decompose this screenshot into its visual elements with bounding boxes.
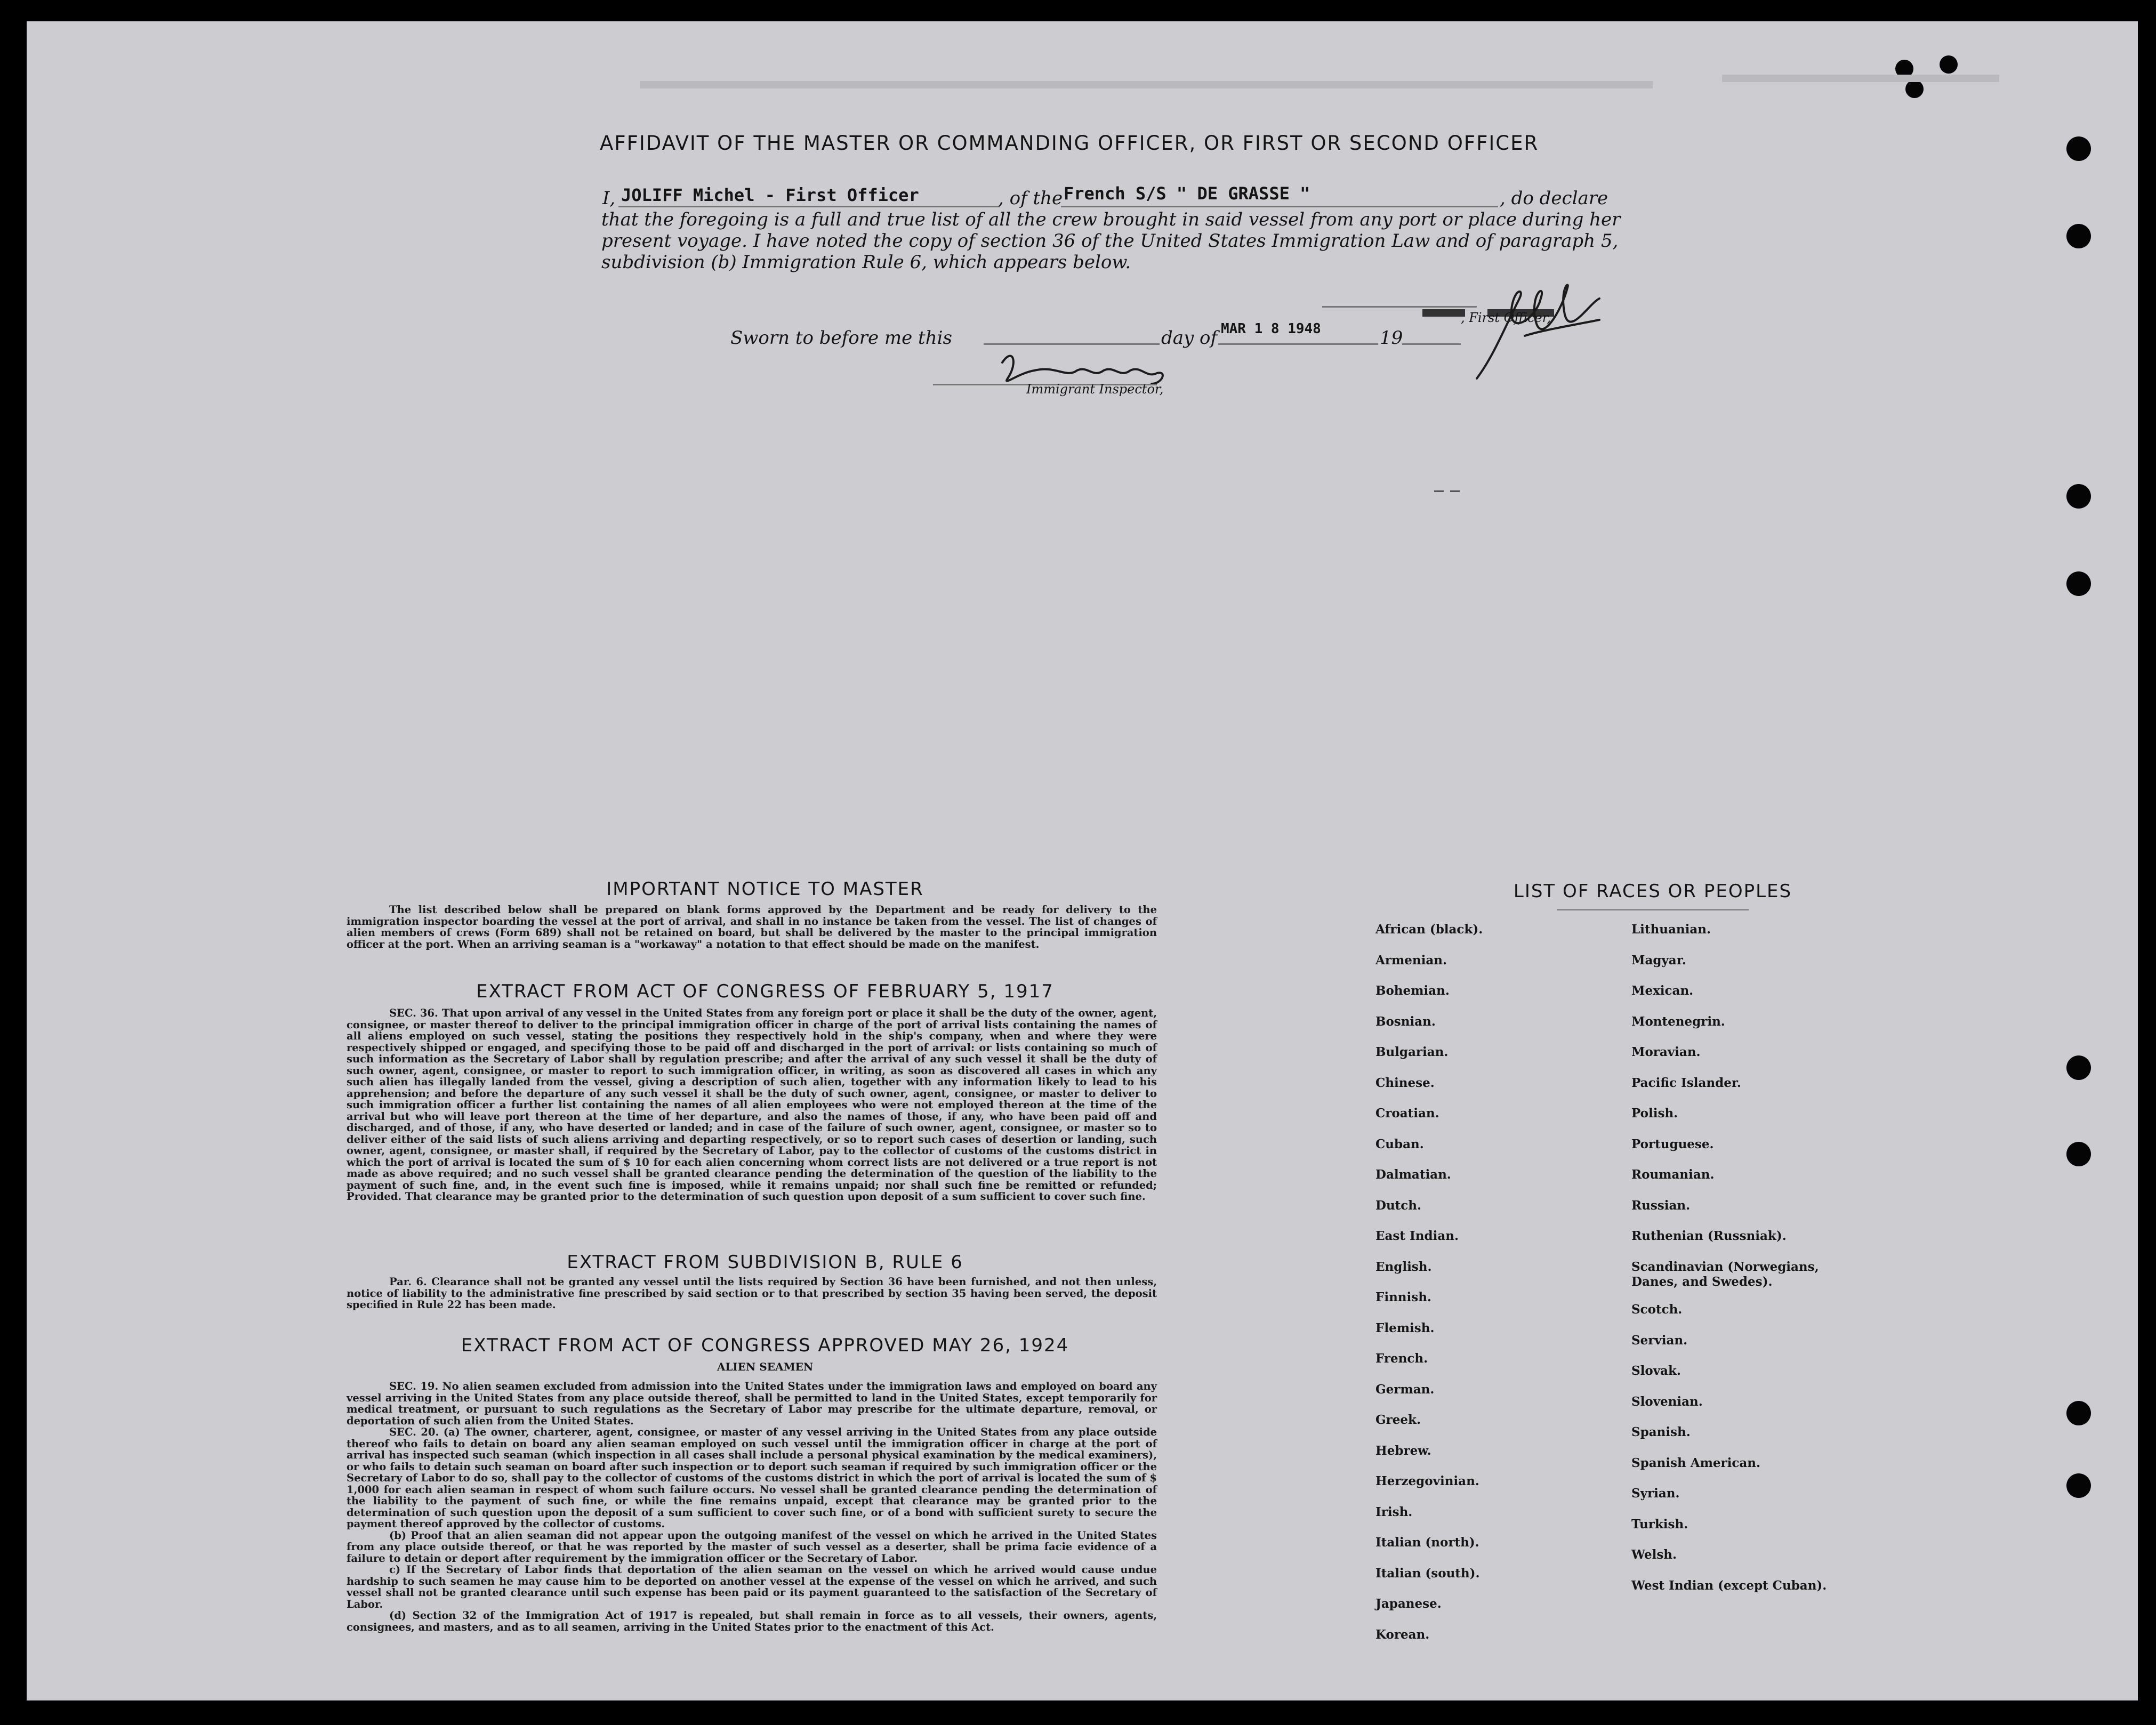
race-item: Greek. — [1375, 1413, 1421, 1427]
year-prefix: 19 — [1380, 327, 1403, 349]
race-item: Dalmatian. — [1375, 1167, 1451, 1182]
race-item: Russian. — [1631, 1198, 1691, 1213]
section-20d-paragraph: (d) Section 32 of the Immigration Act of 1917 is repealed, but shall remain in force as to all vessels, their owners, agents, consignees, and masters, and as to all seamen, arriving in the United States prior to the enactment of this Act. — [347, 1609, 1157, 1633]
section-20c-paragraph: c) If the Secretary of Labor finds that deportation of the alien seaman on the vessel on which he arrived would cause undue hardship to such seamen he may cause him to be deported on another vessel at the expense of the vessel on which he arrived, and such vessel shall not be granted clearance until such expense has been paid or its payment guaranteed to the satisfaction of the Secretary of Labor. — [347, 1563, 1157, 1610]
manifest-page — [27, 21, 2138, 1700]
officer-name: JOLIFF Michel - First Officer — [621, 185, 919, 205]
bleed-through-mark — [1722, 75, 1999, 82]
race-item: Japanese. — [1375, 1597, 1442, 1611]
race-item: Lithuanian. — [1631, 922, 1711, 937]
punch-hole — [2066, 136, 2091, 161]
race-item: Bulgarian. — [1375, 1045, 1449, 1059]
section-36-paragraph: SEC. 36. That upon arrival of any vessel in the United States from any foreign port or place it shall be the duty of the owner, agent, consignee, or master thereof to deliver to the principal immigration officer in charge of the port of arrival lists containing the names of all aliens employed on such vessel, stating the positions they respectively hold in the ship's company, when and where they were respectively shipped or engaged, and specifying those to be paid off and discharged in the port of arrival: or lists containing so much of such information as the Secretary of Labor shall by regulation prescribe; and after the arrival of any such vessel it shall be the duty of such owner, agent, consignee, or master to report to such immigration officer, in writing, as soon as discovered all cases in which any such alien has illegally landed from the vessel, giving a description of such alien, together with any information likely to lead to his apprehension; and before the departure of any such vessel it shall be the duty of such owner, agent, consignee, or master to deliver to such immigration officer a further list containing the names of all alien employees who were not employed thereon at the time of the arrival but who will leave port thereon at the time of her departure, and also the names of those, if any, who have been paid off and discharged, and of those, if any, who have deserted or landed; and in case of the failure of such owner, agent, consignee, or master so to deliver either of the said lists of such aliens arriving and departing respectively, or so to report such cases of desertion or landing, such owner, agent, consignee, or master shall, if required by the Secretary of Labor, pay to the collector of customs of the customs district in which the port of arrival is located the sum of $ 10 for each alien concerning whom correct lists are not delivered or a true report is not made as above required; and no such vessel shall be granted clearance pending the determination of the question of the liability to the payment of such fine, and, in the event such fine is imposed, while it remains unpaid; nor shall such fine be remitted or refunded; Provided. That clearance may be granted prior to the determination of such question upon deposit of a sum sufficient to cover such fine. — [347, 1007, 1157, 1203]
race-item: Scotch. — [1631, 1302, 1683, 1317]
declaration-line-2: that the foregoing is a full and true list of all the crew brought in said vessel from any port or place during her — [601, 209, 1621, 230]
races-title-underline — [1557, 909, 1749, 910]
extract-rule6-text — [347, 1276, 1157, 1311]
vessel-name-line — [1061, 206, 1498, 207]
notice-paragraph: The list described below shall be prepared on blank forms approved by the Department and be ready for delivery to the immigration inspector boarding the vessel at the port of arrival, and shall in no instance be taken from the vessel. The list of changes of alien members of crews (Form 689) shall not be retained on board, but shall be delivered by the master to the principal immigration officer at the port. When an arriving seaman is a "workaway" a notation to that effect should be made on the manifest. — [347, 904, 1157, 950]
extract-rule6-title: EXTRACT FROM SUBDIVISION B, RULE 6 — [567, 1252, 963, 1273]
section-20b-paragraph: (b) Proof that an alien seaman did not appear upon the outgoing manifest of the vessel on which he arrived in the United States from any place outside thereof, or that he was reported by the master of such vessel as a deserter, shall be prima facie evidence of a failure to detain or deport after requirement by the immigration officer or the Secretary of Labor. — [347, 1529, 1157, 1565]
race-item: Montenegrin. — [1631, 1014, 1725, 1029]
struck-out-text — [1422, 309, 1465, 317]
of-the-text: , of the — [998, 188, 1063, 209]
race-item: Italian (north). — [1375, 1535, 1479, 1550]
race-item: Hebrew. — [1375, 1443, 1431, 1458]
race-item: Irish. — [1375, 1504, 1413, 1519]
declaration-prefix: I, — [602, 188, 616, 209]
race-item: Magyar. — [1631, 953, 1686, 968]
declaration-line-3: present voyage. I have noted the copy of section 36 of the United States Immigration Law and of paragraph 5, — [601, 230, 1619, 252]
race-item: Dutch. — [1375, 1198, 1422, 1213]
notice-text — [347, 904, 1157, 950]
race-item: Moravian. — [1631, 1045, 1701, 1059]
race-item: Armenian. — [1375, 953, 1447, 968]
race-item: East Indian. — [1375, 1229, 1459, 1243]
day-of-text: day of — [1161, 327, 1218, 349]
extract-1917-title: EXTRACT FROM ACT OF CONGRESS OF FEBRUARY 5, 1917 — [476, 981, 1054, 1002]
race-item: French. — [1375, 1351, 1428, 1366]
section-19-paragraph: SEC. 19. No alien seamen excluded from admission into the United States under the immigration laws and employed on board any vessel arriving in the United States from any place outside thereof, shall be permitted to land in the United States, except temporarily for medical treatment, or pursuant to such regulations as the Secretary of Labor may prescribe for the ultimate departure, removal, or deportation of such alien from the United States. — [347, 1380, 1157, 1427]
notice-title: IMPORTANT NOTICE TO MASTER — [606, 878, 924, 900]
race-item: Turkish. — [1631, 1517, 1688, 1531]
race-item: Ruthenian (Russniak). — [1631, 1229, 1787, 1243]
punch-hole — [2066, 1142, 2091, 1166]
race-item: Bosnian. — [1375, 1014, 1436, 1029]
race-item: Portuguese. — [1631, 1136, 1714, 1151]
race-item: Syrian. — [1631, 1486, 1680, 1501]
sworn-date-line — [1218, 343, 1378, 345]
punch-hole — [1905, 80, 1924, 98]
alien-seamen-subtitle: ALIEN SEAMEN — [717, 1360, 814, 1373]
extract-1924-title: EXTRACT FROM ACT OF CONGRESS APPROVED MAY 26, 1924 — [461, 1335, 1069, 1356]
extract-1924-text — [347, 1381, 1157, 1633]
do-declare-text: , do declare — [1500, 188, 1608, 209]
inspector-caption: Immigrant Inspector, — [1026, 382, 1164, 397]
paragraph-6: Par. 6. Clearance shall not be granted any vessel until the lists required by Section 36 have been furnished, and not then unless, notice of liability to the administrative fine prescribed by said section or to that prescribed by section 35 having been served, the deposit specified in Rule 22 has been made. — [347, 1276, 1157, 1311]
race-item: West Indian (except Cuban). — [1631, 1578, 1827, 1593]
race-item: Welsh. — [1631, 1547, 1677, 1562]
punch-hole — [2066, 1055, 2091, 1080]
race-item: Herzegovinian. — [1375, 1474, 1479, 1488]
officer-signature-line — [1322, 306, 1477, 308]
race-item: Cuban. — [1375, 1136, 1424, 1151]
officer-name-line — [618, 206, 1000, 207]
race-item: Italian (south). — [1375, 1566, 1480, 1581]
race-item: African (black). — [1375, 922, 1483, 937]
race-item: Pacific Islander. — [1631, 1075, 1741, 1090]
race-item: Slovak. — [1631, 1364, 1681, 1378]
punch-hole — [2066, 1473, 2091, 1498]
race-item: Mexican. — [1631, 984, 1694, 998]
race-item: Polish. — [1631, 1106, 1678, 1121]
race-item: Bohemian. — [1375, 984, 1450, 998]
punch-hole — [1940, 55, 1958, 74]
sworn-year-line — [1402, 343, 1461, 345]
race-item: Chinese. — [1375, 1075, 1435, 1090]
vessel-name: French S/S " DE GRASSE " — [1064, 183, 1310, 204]
sworn-text: Sworn to before me this — [730, 327, 952, 349]
race-item: Croatian. — [1375, 1106, 1439, 1121]
punch-hole — [2066, 571, 2091, 596]
race-item: Finnish. — [1375, 1290, 1431, 1304]
race-item: Flemish. — [1375, 1320, 1435, 1335]
race-item: Spanish American. — [1631, 1455, 1761, 1470]
race-item: English. — [1375, 1259, 1432, 1274]
race-item: Korean. — [1375, 1627, 1430, 1642]
officer-signature — [1461, 277, 1610, 384]
extract-1917-text — [347, 1007, 1157, 1203]
bleed-through-mark — [640, 81, 1653, 88]
punch-hole — [2066, 1401, 2091, 1425]
stray-mark — [1434, 490, 1444, 492]
punch-hole — [2066, 484, 2091, 509]
race-item: Scandinavian (Norwegians, Danes, and Swedes). — [1631, 1259, 1819, 1289]
race-item: Roumanian. — [1631, 1167, 1715, 1182]
punch-hole — [2066, 224, 2091, 248]
race-item: Slovenian. — [1631, 1394, 1703, 1409]
affidavit-title: AFFIDAVIT OF THE MASTER OR COMMANDING OFFICER, OR FIRST OR SECOND OFFICER — [600, 132, 1539, 155]
declaration-line-4: subdivision (b) Immigration Rule 6, which appears below. — [601, 252, 1131, 273]
race-item: Servian. — [1631, 1333, 1688, 1348]
race-item: Spanish. — [1631, 1425, 1691, 1439]
stray-mark — [1450, 490, 1460, 492]
date-stamp: MAR 1 8 1948 — [1221, 321, 1321, 337]
section-20a-paragraph: SEC. 20. (a) The owner, charterer, agent, consignee, or master of any vessel arriving in the United States from any place outside thereof who fails to detain on board any alien seaman employed on such vessel until the immigration officer in charge at the port of arrival has inspected such seaman (which inspection in all cases shall include a personal physical examination by the medical examiners), or who fails to detain such seaman on board after such inspection or to deport such seaman if required by such immigration officer or the Secretary of Labor to do so, shall pay to the collector of customs of the customs district in which the port of arrival is located the sum of $ 1,000 for each alien seaman in respect of whom such failure occurs. No vessel shall be granted clearance pending the determination of the liability to the payment of such fine, or while the fine remains unpaid, except that clearance may be granted prior to the determination of such question upon the deposit of a sum sufficient to cover such fine, or of a bond with sufficient surety to secure the payment thereof approved by the collector of customs. — [347, 1426, 1157, 1530]
races-title: LIST OF RACES OR PEOPLES — [1513, 881, 1792, 902]
race-item: German. — [1375, 1382, 1435, 1397]
officer-caption: , First Officer, — [1461, 310, 1551, 325]
